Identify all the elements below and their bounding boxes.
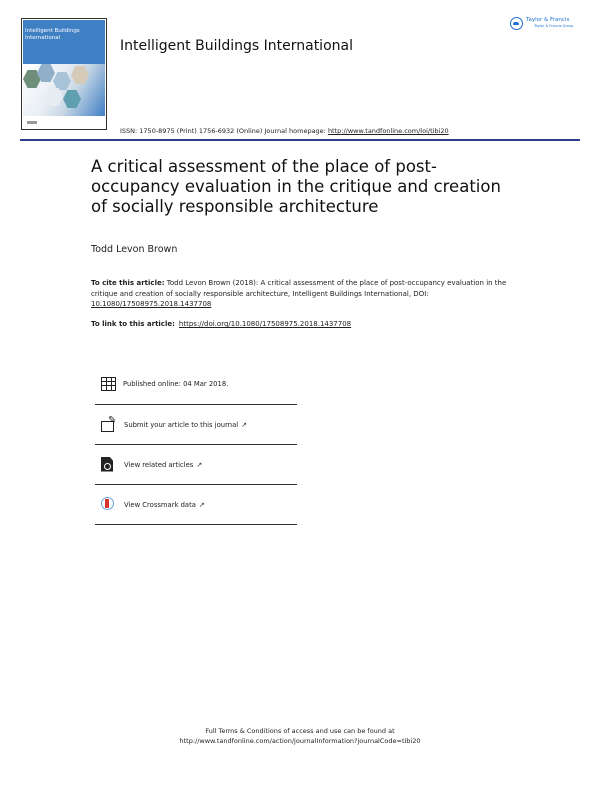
publisher-group: Taylor & Francis Group <box>534 24 574 28</box>
cite-text: Todd Levon Brown (2018): A critical assessment of the place of post-occupancy evaluation in the critique and creation of socially responsible architecture, Intelligent Buildings International, DOI: <box>91 279 507 298</box>
issn-line <box>120 127 449 135</box>
publisher-logo-text <box>526 17 573 29</box>
cover-hex <box>63 90 81 108</box>
related-articles-label: View related articles <box>124 460 194 469</box>
link-label: To link to this article: <box>91 320 175 328</box>
terms-text: Full Terms & Conditions of access and use can be found at <box>205 727 395 735</box>
cite-label: To cite this article: <box>91 279 165 287</box>
document-search-shape <box>101 457 113 472</box>
cover-publisher-mark <box>27 121 37 124</box>
journal-cover-image <box>21 18 107 130</box>
crossmark-shape <box>101 497 114 510</box>
edit-icon <box>101 417 117 433</box>
published-online-row <box>95 364 297 405</box>
journal-homepage-link[interactable]: http://www.tandfonline.com/loi/tibi20 <box>327 127 449 135</box>
article-link-block <box>91 320 351 328</box>
header-divider <box>20 139 580 141</box>
article-doi-link[interactable]: https://doi.org/10.1080/17508975.2018.1437708 <box>178 320 352 328</box>
article-author: Todd Levon Brown <box>91 244 178 255</box>
external-link-icon: ↗ <box>198 500 205 509</box>
related-articles-icon <box>101 457 117 473</box>
cover-title <box>25 28 80 41</box>
related-articles-link[interactable] <box>95 445 297 485</box>
publisher-logo[interactable] <box>510 16 582 34</box>
external-link-icon: ↗ <box>241 420 248 429</box>
terms-footer <box>0 726 600 746</box>
article-actions-panel <box>95 364 297 525</box>
cover-title-line1: Intelligent Buildings <box>25 28 80 34</box>
citation-block <box>91 278 511 310</box>
journal-title: Intelligent Buildings International <box>120 38 353 54</box>
cover-title-line2: International <box>25 34 61 41</box>
issn-text: ISSN: 1750-8975 (Print) 1756-6932 (Online) Journal homepage: <box>120 127 328 135</box>
cite-doi-link[interactable]: 10.1080/17508975.2018.1437708 <box>91 300 212 308</box>
terms-url[interactable]: http://www.tandfonline.com/action/journalInformation?journalCode=tibi20 <box>179 737 421 745</box>
publisher-name: Taylor & Francis <box>526 17 570 23</box>
submit-article-link[interactable] <box>95 405 297 445</box>
crossmark-icon <box>101 497 117 513</box>
crossmark-link[interactable] <box>95 485 297 525</box>
published-online-label: Published online: 04 Mar 2018. <box>123 380 229 388</box>
taylor-francis-logo-icon <box>510 17 523 30</box>
cover-header <box>23 20 105 64</box>
external-link-icon: ↗ <box>196 460 203 469</box>
cover-artwork <box>23 64 105 116</box>
edit-icon-shape <box>101 421 114 432</box>
cover-hex <box>71 66 89 84</box>
calendar-icon <box>101 377 116 391</box>
article-title: A critical assessment of the place of post-occupancy evaluation in the critique and creation of socially responsible architecture <box>91 157 501 216</box>
cover-hex <box>45 88 63 106</box>
crossmark-label: View Crossmark data <box>124 500 196 509</box>
cover-hex <box>53 72 71 90</box>
submit-article-label: Submit your article to this journal <box>124 420 239 429</box>
